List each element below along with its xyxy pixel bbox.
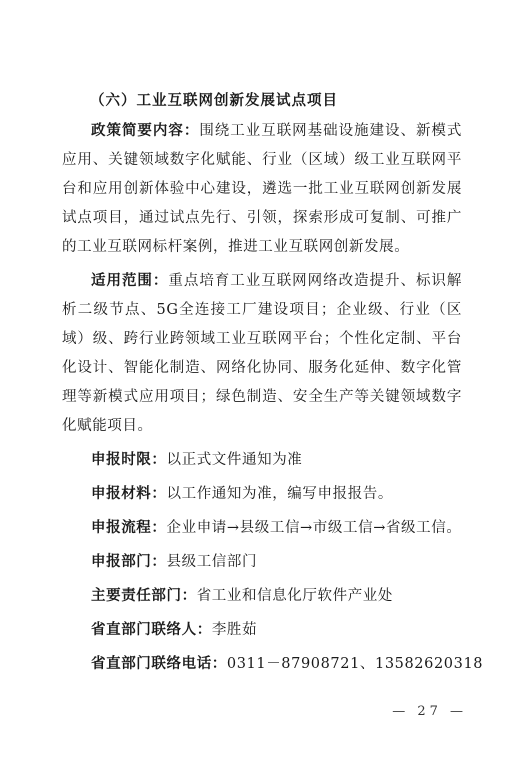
page-number: — 27 — [392,704,467,719]
scope-text: 重点培育工业互联网网络改造提升、标识解析二级节点、5G全连接工厂建设项目；企业级、行业（区域）级、跨行业跨领域工业互联网平台；个性化定制、平台化设计、智能化制造、网络化协同、服务化延伸、数字化管理等新模式应用项目；绿色制造、安全生产等关键领域数字化赋能项目。 [62,273,462,434]
materials-line [62,479,462,509]
deadline-text: 以正式文件通知为准 [166,452,303,468]
responsible-text: 省工业和信息化厅软件产业处 [196,588,394,604]
process-line [62,513,462,543]
materials-text: 以工作通知为准，编写申报报告。 [166,486,393,502]
department-line [62,547,462,577]
document-body [62,86,484,679]
phone-line [62,649,484,679]
responsible-label: 主要责任部门： [91,587,197,604]
department-label: 申报部门： [91,553,167,570]
process-text: 企业申请→县级工信→市级工信→省级工信。 [166,520,462,536]
contact-line [62,615,462,645]
process-label: 申报流程： [91,519,167,536]
deadline-line [62,445,462,475]
contact-text: 李胜茹 [211,622,258,638]
deadline-label: 申报时限： [91,451,167,468]
section-title: （六）工业互联网创新发展试点项目 [90,92,338,109]
phone-text: 0311－87908721、13582620318 [226,656,484,672]
responsible-line [62,581,462,611]
policy-label: 政策简要内容： [91,122,200,139]
department-text: 县级工信部门 [166,554,258,570]
phone-label: 省直部门联络电话： [91,655,227,672]
materials-label: 申报材料： [91,485,167,502]
contact-label: 省直部门联络人： [91,621,212,638]
scope-label: 适用范围： [91,272,169,289]
policy-text: 围绕工业互联网基础设施建设、新模式应用、关键领域数字化赋能、行业（区域）级工业互联网平台和应用创新体验中心建设，遴选一批工业互联网创新发展试点项目，通过试点先行、引领，探索形成可复制、可推广的工业互联网标杆案例，推进工业互联网创新发展。 [62,123,463,255]
policy-paragraph [62,116,462,262]
scope-paragraph [62,266,462,441]
